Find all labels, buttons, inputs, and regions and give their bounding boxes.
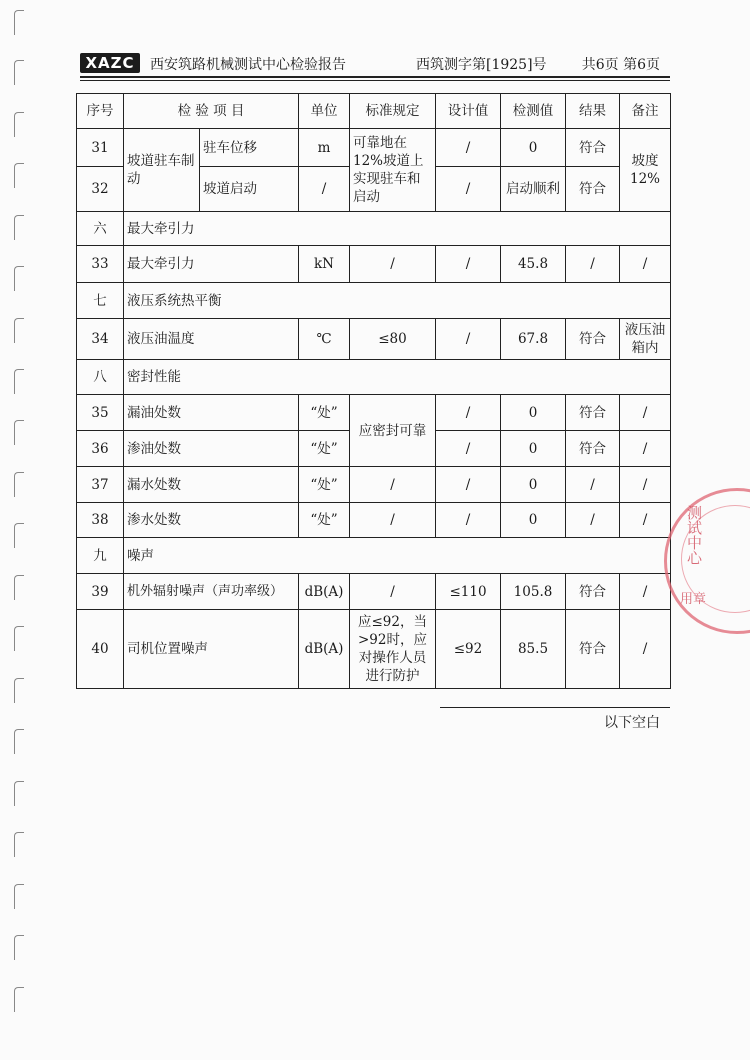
col-header: 设计值	[436, 94, 501, 129]
table-header-row	[77, 94, 671, 129]
table-row	[77, 319, 671, 360]
result: 符合	[566, 167, 620, 212]
standard: 应密封可靠	[350, 395, 436, 467]
measured-value: 0	[501, 129, 566, 167]
standard: 可靠地在12%坡道上实现驻车和启动	[350, 129, 436, 212]
binding-mark	[14, 10, 24, 35]
unit: ℃	[299, 319, 350, 360]
design-value: /	[436, 167, 501, 212]
standard: /	[350, 503, 436, 538]
result: 符合	[566, 610, 620, 689]
design-value: ≤92	[436, 610, 501, 689]
design-value: /	[436, 246, 501, 283]
binding-mark	[14, 523, 24, 548]
table-row	[77, 503, 671, 538]
unit: m	[299, 129, 350, 167]
table-row	[77, 395, 671, 431]
binding-mark	[14, 266, 24, 291]
binding-mark	[14, 369, 24, 394]
report-title: 西安筑路机械测试中心检验报告	[150, 57, 346, 73]
result: 符合	[566, 395, 620, 431]
inspection-table	[76, 93, 671, 689]
design-value: /	[436, 431, 501, 467]
binding-mark	[14, 575, 24, 600]
footer-rule	[440, 707, 670, 708]
row-number: 33	[77, 246, 124, 283]
item-name: 最大牵引力	[124, 246, 299, 283]
binding-mark	[14, 832, 24, 857]
binding-mark	[14, 987, 24, 1012]
row-number: 31	[77, 129, 124, 167]
design-value: /	[436, 319, 501, 360]
item-name: 漏油处数	[124, 395, 299, 431]
row-number: 37	[77, 467, 124, 503]
result: 符合	[566, 574, 620, 610]
row-number: 32	[77, 167, 124, 212]
remark: /	[620, 574, 671, 610]
binding-mark	[14, 729, 24, 754]
result: 符合	[566, 431, 620, 467]
binding-mark	[14, 626, 24, 651]
item-name: 机外辐射噪声（声功率级）	[124, 574, 299, 610]
seal-text-bottom: 用章	[680, 592, 707, 607]
binding-mark	[14, 420, 24, 445]
unit: “处”	[299, 467, 350, 503]
row-number: 40	[77, 610, 124, 689]
section-title: 最大牵引力	[124, 212, 671, 246]
design-value: ≤110	[436, 574, 501, 610]
header-rule-thin	[80, 80, 670, 81]
binding-hole-strip	[14, 0, 28, 1060]
section-title: 噪声	[124, 538, 671, 574]
measured-value: 85.5	[501, 610, 566, 689]
section-number: 七	[77, 283, 124, 319]
design-value: /	[436, 503, 501, 538]
binding-mark	[14, 318, 24, 343]
remark: /	[620, 503, 671, 538]
section-row	[77, 360, 671, 395]
xazc-logo: XAZC	[80, 53, 140, 73]
binding-mark	[14, 60, 24, 85]
remark: /	[620, 246, 671, 283]
binding-mark	[14, 884, 24, 909]
header-rule	[80, 76, 670, 78]
unit: /	[299, 167, 350, 212]
section-row	[77, 212, 671, 246]
unit: “处”	[299, 395, 350, 431]
table-row	[77, 129, 671, 167]
standard: 应≤92，当>92时，应对操作人员进行防护	[350, 610, 436, 689]
measured-value: 105.8	[501, 574, 566, 610]
design-value: /	[436, 395, 501, 431]
remark: /	[620, 395, 671, 431]
col-header: 备注	[620, 94, 671, 129]
row-number: 34	[77, 319, 124, 360]
binding-mark	[14, 112, 24, 137]
row-number: 39	[77, 574, 124, 610]
remark: /	[620, 467, 671, 503]
section-number: 八	[77, 360, 124, 395]
result: /	[566, 467, 620, 503]
item-name: 渗油处数	[124, 431, 299, 467]
standard: /	[350, 574, 436, 610]
measured-value: 67.8	[501, 319, 566, 360]
unit: dB(A)	[299, 610, 350, 689]
section-number: 六	[77, 212, 124, 246]
result: /	[566, 246, 620, 283]
measured-value: 0	[501, 503, 566, 538]
standard: /	[350, 246, 436, 283]
design-value: /	[436, 467, 501, 503]
binding-mark	[14, 215, 24, 240]
official-seal	[664, 488, 750, 634]
row-number: 38	[77, 503, 124, 538]
report-header	[80, 52, 670, 74]
result: 符合	[566, 129, 620, 167]
unit: “处”	[299, 503, 350, 538]
section-row	[77, 538, 671, 574]
measured-value: 0	[501, 467, 566, 503]
row-number: 35	[77, 395, 124, 431]
design-value: /	[436, 129, 501, 167]
item-name: 渗水处数	[124, 503, 299, 538]
end-of-report-note: 以下空白	[604, 715, 660, 731]
unit: dB(A)	[299, 574, 350, 610]
binding-mark	[14, 935, 24, 960]
binding-mark	[14, 781, 24, 806]
unit: kN	[299, 246, 350, 283]
item-name: 液压油温度	[124, 319, 299, 360]
unit: “处”	[299, 431, 350, 467]
result: /	[566, 503, 620, 538]
table-row	[77, 467, 671, 503]
table-row	[77, 610, 671, 689]
standard: ≤80	[350, 319, 436, 360]
section-title: 密封性能	[124, 360, 671, 395]
item-name: 驻车位移	[200, 129, 299, 167]
col-header: 单位	[299, 94, 350, 129]
remark: 坡度12%	[620, 129, 671, 212]
seal-text: 测试中心	[685, 505, 703, 565]
measured-value: 0	[501, 431, 566, 467]
binding-mark	[14, 472, 24, 497]
table-row	[77, 246, 671, 283]
section-title: 液压系统热平衡	[124, 283, 671, 319]
item-group: 坡道驻车制动	[124, 129, 200, 212]
col-header: 标准规定	[350, 94, 436, 129]
measured-value: 0	[501, 395, 566, 431]
item-name: 司机位置噪声	[124, 610, 299, 689]
item-name: 坡道启动	[200, 167, 299, 212]
col-header: 检测值	[501, 94, 566, 129]
item-name: 漏水处数	[124, 467, 299, 503]
measured-value: 45.8	[501, 246, 566, 283]
binding-mark	[14, 678, 24, 703]
remark: 液压油箱内	[620, 319, 671, 360]
table-row	[77, 574, 671, 610]
result: 符合	[566, 319, 620, 360]
measured-value: 启动顺利	[501, 167, 566, 212]
col-header: 检 验 项 目	[124, 94, 299, 129]
binding-mark	[14, 163, 24, 188]
remark: /	[620, 431, 671, 467]
page-indicator: 共6页 第6页	[581, 57, 660, 73]
row-number: 36	[77, 431, 124, 467]
section-row	[77, 283, 671, 319]
col-header: 序号	[77, 94, 124, 129]
remark: /	[620, 610, 671, 689]
col-header: 结果	[566, 94, 620, 129]
standard: /	[350, 467, 436, 503]
section-number: 九	[77, 538, 124, 574]
report-number: 西筑测字第[1925]号	[416, 57, 547, 73]
